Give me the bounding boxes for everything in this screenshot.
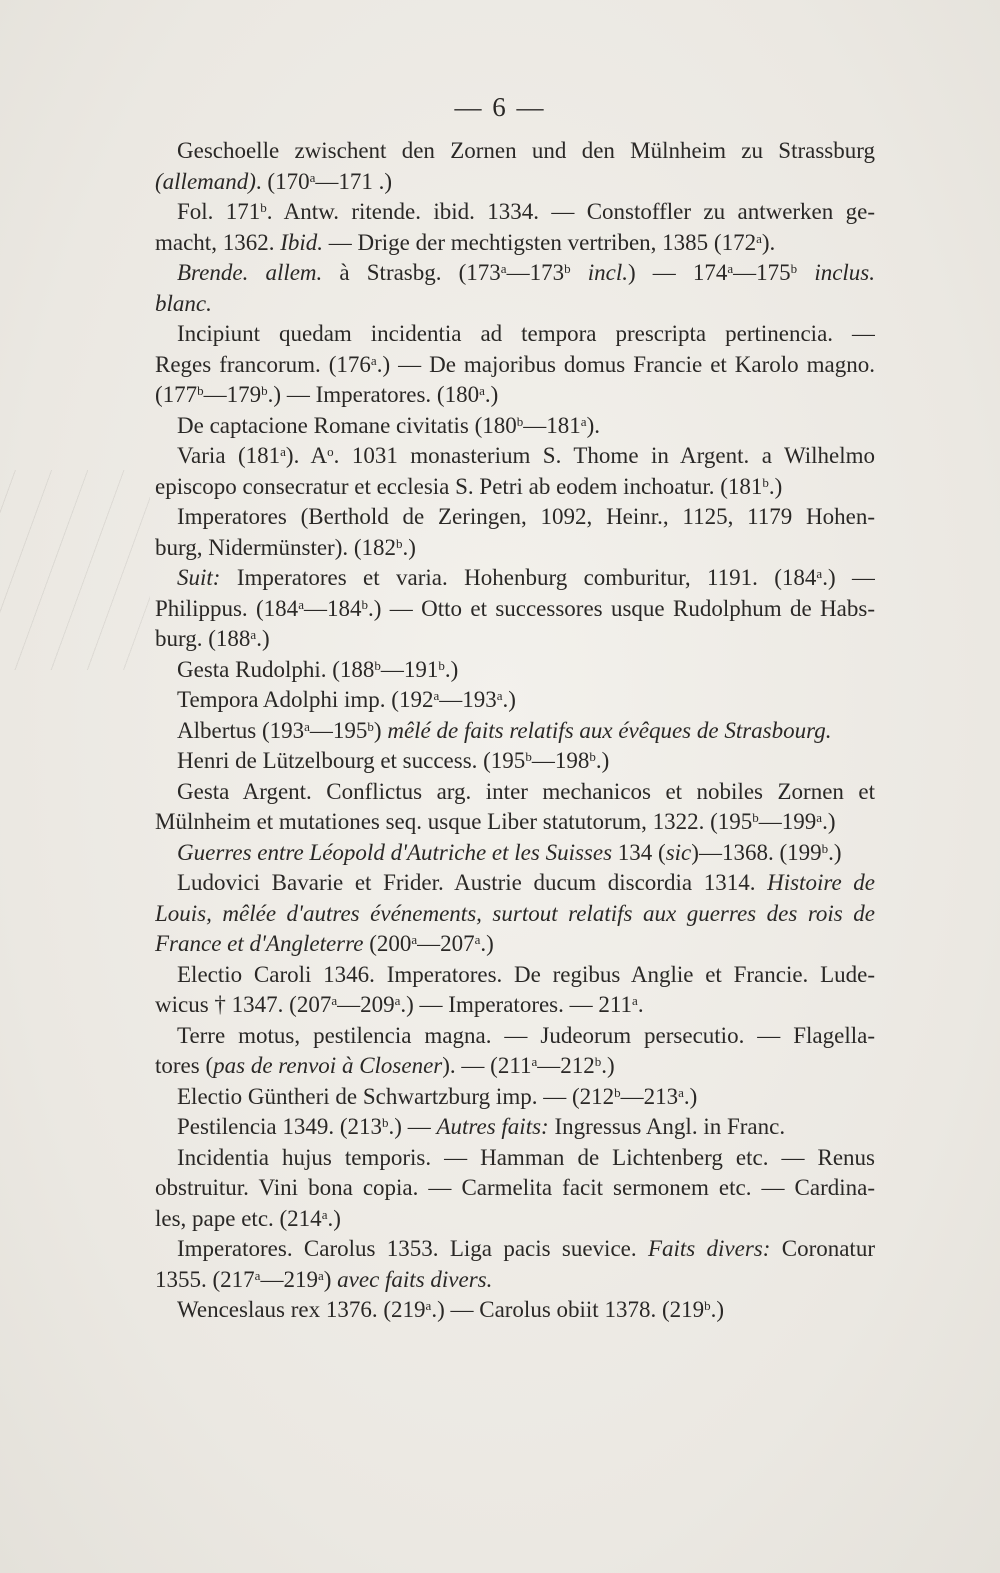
superscript: b [589,749,596,764]
text-run: Fol. 171 [177,199,261,224]
text-line [155,1143,875,1174]
italic-run: Brende. allem. [177,260,323,285]
italic-run: (allemand) [155,168,256,194]
text-run: .) [595,748,610,773]
text-run: .) — [822,565,875,590]
text-run: —171 .) [315,168,393,194]
text-run: Coronatur [770,1236,875,1261]
text-run: . Antw. ritende. ibid. 1334. — Constoffler zu antwerken ge- [266,199,875,224]
italic-run: sic [665,839,692,865]
superscript: a [816,566,823,581]
text-run: 134 ( [612,839,666,865]
text-run: obstruitur. Vini bona copia. — Carmelita facit sermonem etc. — Cardina- [155,1175,875,1200]
text-run: .) — Imperatores. (180 [267,382,480,407]
text-run: Imperatores. Carolus 1353. Liga pacis suevice. [177,1236,648,1261]
text-run: .) [484,382,499,407]
text-run: —198 [531,748,590,773]
text-run: tores ( [155,1053,214,1078]
superscript: b [564,261,571,276]
text-run: —219 [260,1266,318,1292]
text-run: —181 [523,412,581,438]
text-run: macht, 1362. [155,229,281,255]
text-run: —191 [380,656,439,682]
text-run: ). [761,229,776,255]
superscript: a [678,1084,684,1100]
text-line [155,655,875,686]
text-run: ) [373,717,388,743]
text-line [155,624,875,655]
text-line [155,167,875,198]
superscript: a [425,1298,432,1313]
italic-run: Louis, mêlée d'autres événements, surtout relatifs aux guerres des rois de [155,900,875,926]
text-line [155,807,875,838]
text-run: 1355. (217 [155,1266,255,1292]
text-run: .) [256,626,270,651]
italic-run: Autres faits: [436,1114,549,1139]
text-run: .) [768,473,783,499]
text-run: Imperatores et varia. Hohenburg comburitur, 1191. (184 [220,565,817,590]
text-line [155,594,875,625]
text-run: burg. (188 [155,626,251,651]
text-line [155,1112,875,1143]
italic-run: blanc. [155,290,212,316]
text-line [155,777,875,808]
superscript: b [361,596,368,612]
italic-run: Guerres entre Léopold d'Autriche et les Suisses [177,839,613,865]
text-run: Electio Caroli 1346. Imperatores. De regibus Anglie et Francie. Lude- [177,961,875,987]
text-run: .) [502,687,516,712]
superscript: b [752,810,759,825]
superscript: a [321,1206,328,1222]
italic-run: inclus. [814,260,875,285]
superscript: b [614,1084,621,1100]
superscript: b [762,474,769,490]
page-number: — 6 — [454,92,546,122]
superscript: b [261,383,268,398]
show-through-marks [0,470,150,670]
superscript: a [317,1267,324,1283]
text-line [155,1204,875,1235]
text-line [155,441,875,472]
text-line [155,899,875,930]
text-run: Mülnheim et mutationes seq. usque Liber statutorum, 1322. (195 [155,809,753,834]
text-line [155,1051,875,1082]
text-run: (200 [363,931,412,956]
superscript: b [525,749,532,764]
superscript: a [727,261,734,276]
text-run: Pestilencia 1349. (213 [177,1114,383,1139]
superscript: a [304,718,310,734]
text-run: — Drige der mechtigsten vertriben, 1385 (172 [323,229,757,255]
text-line [155,716,875,747]
superscript: a [433,688,440,703]
superscript: a [309,169,316,185]
italic-run: Suit: [177,565,221,590]
superscript: a [580,413,587,429]
superscript: a [280,444,286,459]
text-line [155,136,875,167]
text-line [155,289,875,320]
text-run: De captacione Romane civitatis (180 [177,412,517,438]
text-run: .) — De majoribus domus Francie et Karolo magno. [376,351,875,377]
text-run: —173 [506,260,565,285]
text-run: .) — Carolus obiit 1378. (219 [431,1297,705,1322]
superscript: a [411,932,418,947]
text-line [155,1234,875,1265]
text-line [155,380,875,411]
text-run [797,260,814,285]
text-run: Albertus (193 [177,717,305,743]
text-line [155,563,875,594]
superscript: b [197,383,204,398]
text-run: episcopo consecratur et ecclesia S. Petri ab eodem inchoatur. (181 [155,473,763,499]
superscript: a [756,230,762,246]
superscript: b [821,840,829,856]
text-line [155,197,875,228]
text-run: Tempora Adolphi imp. (192 [177,687,434,712]
italic-run: avec faits divers. [337,1266,493,1292]
superscript: b [704,1298,711,1313]
text-run: —212 [537,1053,595,1078]
superscript: a [632,993,638,1008]
text-line [155,990,875,1021]
text-line [155,258,875,289]
text-run: Ingressus Angl. in Franc. [548,1114,786,1139]
text-line [155,1082,875,1113]
text-run: —193 [439,687,497,712]
italic-run: pas de renvoi à Closener [213,1053,443,1078]
text-run: .) [480,931,494,956]
superscript: b [260,200,267,215]
text-run: wicus † 1347. (207 [155,992,332,1017]
text-run: .) — Imperatores. — 211 [400,992,633,1017]
text-run: Geschoelle zwischent den Zornen und den Mülnheim zu Strassburg [177,138,875,163]
text-run: ). — (211 [442,1053,532,1078]
text-run: ) — 174 [627,260,728,285]
superscript: b [374,657,381,673]
text-run: .) [710,1297,725,1322]
text-run: —207 [417,931,475,956]
text-run: Varia (181 [177,443,281,468]
text-run: .) — [388,1114,437,1139]
italic-run: Ibid. [280,229,324,255]
text-run: —213 [620,1083,679,1109]
text-run: Incipiunt quedam incidentia ad tempora prescripta pertinencia. — [177,321,875,346]
text-run: à Strasbg. (173 [322,260,501,285]
text-run: .) [828,839,842,865]
text-line [155,1295,875,1326]
superscript: b [594,1054,602,1069]
text-run: —199 [758,809,817,834]
superscript: a [479,383,485,398]
text-line [155,868,875,899]
text-run: burg, Nidermünster). (182 [155,534,397,560]
superscript: a [531,1054,538,1069]
text-line [155,685,875,716]
superscript: a [254,1267,261,1283]
superscript: a [370,352,377,368]
text-run: .) [683,1083,698,1109]
text-run: Gesta Rudolphi. (188 [177,656,375,682]
text-line [155,411,875,442]
text-line [155,533,875,564]
text-line [155,1173,875,1204]
text-run: —175 [733,260,791,285]
text-run: Incidentia hujus temporis. — Hamman de Lichtenberg etc. — Renus [177,1144,875,1170]
text-run: .) [327,1205,341,1231]
text-run: .) — Otto et successores usque Rudolphum de Habs- [367,595,875,621]
superscript: b [516,413,524,429]
text-run [571,260,588,285]
superscript: a [250,627,257,642]
text-run: . [637,992,644,1017]
document-body [155,136,875,1326]
text-run: Philippus. (184 [155,595,299,621]
text-line [155,929,875,960]
text-run: —195 [309,717,368,743]
text-line [155,350,875,381]
text-line [155,1265,875,1296]
text-line [155,1021,875,1052]
text-line [155,472,875,503]
superscript: b [438,657,445,673]
text-line [155,838,875,869]
text-run: .) [601,1053,615,1078]
text-line [155,319,875,350]
superscript: b [382,1115,389,1130]
text-run: )—1368. (199 [691,839,822,865]
text-line [155,228,875,259]
text-run: . (170 [255,168,310,194]
text-run: Gesta Argent. Conflictus arg. inter mechanicos et nobiles Zornen et [177,778,875,804]
text-run: —209 [337,992,395,1017]
text-run: Henri de Lützelbourg et success. (195 [177,748,526,773]
superscript: b [367,718,374,734]
text-run: (177 [155,382,198,407]
italic-run: incl. [587,260,628,285]
superscript: a [816,810,823,825]
italic-run: France et d'Angleterre [155,931,364,956]
text-run: .) [822,809,836,834]
superscript: a [331,993,338,1008]
italic-run: Faits divers: [647,1236,771,1261]
text-run: Imperatores (Berthold de Zeringen, 1092, Heinr., 1125, 1179 Hohen- [177,504,875,529]
superscript: b [790,261,798,276]
superscript: b [396,535,403,551]
text-run: Ludovici Bavarie et Frider. Austrie ducum discordia 1314. [177,870,768,895]
italic-run: Histoire de [767,870,875,895]
text-run: ). [586,412,600,438]
text-run: . 1031 monasterium S. Thome in Argent. a Wilhelmo [333,443,875,468]
text-run: —184 [303,595,362,621]
superscript: a [474,932,481,947]
superscript: a [500,261,507,276]
text-run: Wenceslaus rex 1376. (219 [177,1297,426,1322]
italic-run: mêlé de faits relatifs aux évêques de Strasbourg. [387,717,832,743]
superscript: a [394,993,401,1008]
text-run: .) [402,534,416,560]
text-run: Reges francorum. (176 [155,351,371,377]
text-run: Terre motus, pestilencia magna. — Judeorum persecutio. — Flagella- [177,1022,875,1048]
text-line [155,746,875,777]
text-run: .) [444,656,459,682]
text-run: —179 [203,382,262,407]
text-line [155,960,875,991]
text-run: Electio Güntheri de Schwartzburg imp. — (212 [177,1083,615,1109]
text-run: ). A [285,443,328,468]
superscript: a [298,596,304,612]
text-run: les, pape etc. (214 [155,1205,322,1231]
superscript: a [496,688,503,703]
text-line [155,502,875,533]
text-run: ) [323,1266,338,1292]
superscript: o [327,444,334,459]
